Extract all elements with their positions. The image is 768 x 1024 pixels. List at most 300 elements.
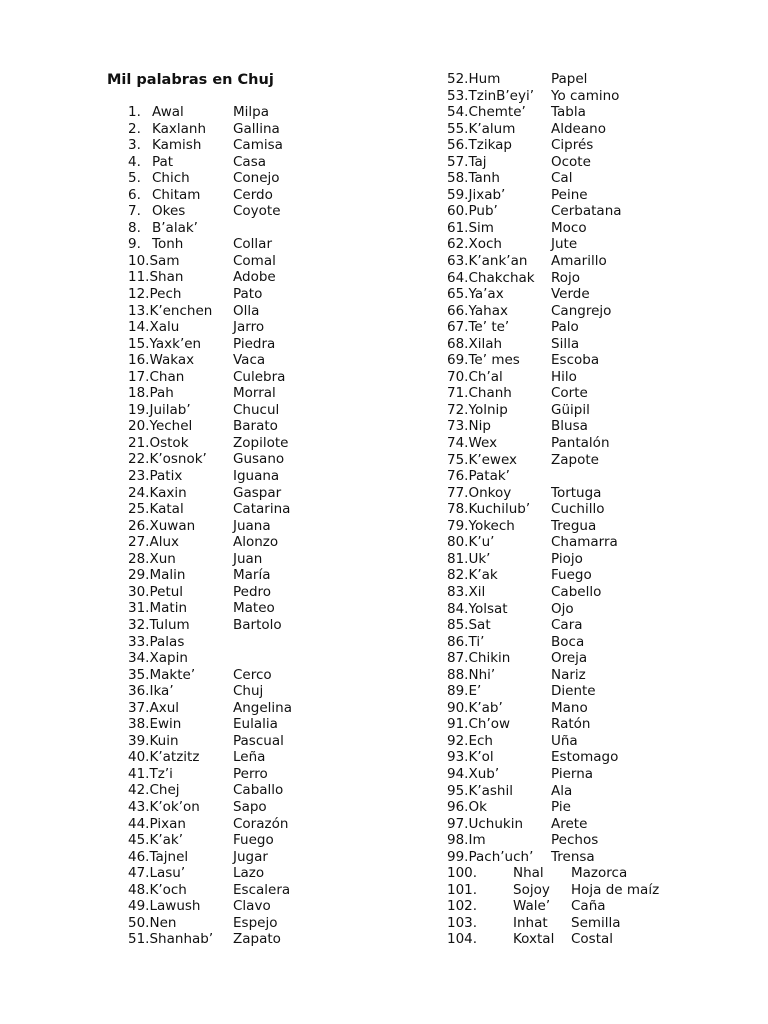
chuj-word: Lasu’ [149,865,186,882]
chuj-word: Kaxin [149,484,187,501]
spanish-translation: Catarina [233,501,291,518]
entry-number: 6. [128,186,141,203]
spanish-translation: Sapo [233,798,267,815]
entry-number: 18. [128,385,150,402]
spanish-translation: Ciprés [551,137,594,154]
entry-number: 92. [447,732,469,749]
chuj-word: Chan [149,368,185,385]
word-entry [0,898,700,915]
entry-number: 10. [128,252,150,269]
chuj-word: Jixab’ [468,186,506,203]
chuj-word: Xalu [149,319,180,336]
chuj-word: Matin [149,600,188,617]
word-entry [0,121,700,138]
word-entry [0,634,700,651]
chuj-word: Lawush [149,898,201,915]
word-entry [0,733,700,750]
chuj-word: Taj [468,153,487,170]
spanish-translation: Verde [551,286,590,303]
chuj-word: Inhat [513,914,548,931]
spanish-translation: Barato [233,418,278,435]
word-entry [0,816,700,833]
chuj-word: K’ab’ [468,699,503,716]
entry-number: 42. [128,782,150,799]
entry-number: 63. [447,253,469,270]
spanish-translation: Amarillo [551,253,607,270]
entry-number: 21. [128,434,150,451]
entry-number: 75. [447,451,469,468]
spanish-translation: Pie [551,799,571,816]
entry-number: 27. [128,534,150,551]
chuj-word: Chanh [468,385,512,402]
chuj-word: Chej [149,782,180,799]
entry-number: 13. [128,302,150,319]
chuj-word: Tonh [152,236,184,253]
word-entry [0,303,700,320]
entry-number: 97. [447,815,469,832]
word-entry [0,187,700,204]
entry-number: 62. [447,236,469,253]
chuj-word: K’och [149,881,187,898]
chuj-word: Patix [149,468,183,485]
entry-number: 33. [128,633,150,650]
spanish-translation: Silla [551,335,580,352]
entry-number: 38. [128,716,150,733]
entry-number: 87. [447,650,469,667]
chuj-word: Chikin [468,650,511,667]
entry-number: 50. [128,914,150,931]
entry-number: 90. [447,699,469,716]
chuj-word: Ch’ow [468,716,511,733]
entry-number: 29. [128,567,150,584]
chuj-word: Kuchilub’ [468,501,531,518]
spanish-translation: Clavo [233,898,271,915]
word-entry [0,882,700,899]
entry-number: 96. [447,799,469,816]
chuj-word: Tzikap [468,137,512,154]
chuj-word: Ti’ [468,633,485,650]
chuj-word: Okes [152,203,186,220]
word-entry [0,385,700,402]
spanish-translation: Caballo [233,782,284,799]
entry-number: 64. [447,269,469,286]
word-entry [0,236,700,253]
entry-number: 45. [128,832,150,849]
spanish-translation: Olla [233,302,260,319]
entry-number: 23. [128,468,150,485]
spanish-translation: Zapato [233,931,281,948]
chuj-word: K’osnok’ [149,451,207,468]
word-entry [0,319,700,336]
word-entry [0,435,700,452]
spanish-translation: Jute [551,236,578,253]
word-entry [0,501,700,518]
entry-number: 79. [447,517,469,534]
spanish-translation: Yo camino [551,87,620,104]
spanish-translation: Mazorca [571,865,628,882]
chuj-word: Xoch [468,236,502,253]
chuj-word: Sam [149,252,180,269]
entry-number: 26. [128,517,150,534]
word-entry [0,270,700,287]
chuj-word: Yolsat [468,600,508,617]
chuj-word: Katal [149,501,184,518]
entry-number: 44. [128,815,150,832]
spanish-translation: Escoba [551,352,600,369]
spanish-translation: Oreja [551,650,588,667]
chuj-word: Ika’ [149,683,174,700]
chuj-word: Yokech [468,517,515,534]
word-entry [0,617,700,634]
entry-number: 83. [447,583,469,600]
spanish-translation: Caña [571,898,606,915]
entry-number: 65. [447,286,469,303]
spanish-translation: Culebra [233,368,286,385]
spanish-translation: Aldeano [551,120,606,137]
entry-number: 100. [447,865,478,882]
chuj-word: Koxtal [513,931,555,948]
entry-number: 59. [447,186,469,203]
spanish-translation: Palo [551,319,579,336]
word-entry [0,700,700,717]
entry-number: 104. [447,931,478,948]
entry-number: 51. [128,931,150,948]
chuj-word: K’u’ [468,534,495,551]
entry-number: 9. [128,236,141,253]
chuj-word: Uk’ [468,550,491,567]
spanish-translation: Bartolo [233,616,282,633]
word-entry [0,137,700,154]
spanish-translation: Semilla [571,914,621,931]
word-entry [0,452,700,469]
spanish-translation: Morral [233,385,276,402]
word-entry [0,336,700,353]
spanish-translation: María [233,567,271,584]
chuj-word: B’alak’ [152,219,198,236]
spanish-translation: Pierna [551,765,594,782]
spanish-translation: Eulalia [233,716,278,733]
word-entry [0,832,700,849]
spanish-translation: Espejo [233,914,278,931]
entry-number: 41. [128,765,150,782]
chuj-word: Chakchak [468,269,535,286]
spanish-translation: Corazón [233,815,289,832]
spanish-translation: Adobe [233,269,276,286]
chuj-word: Wakax [149,352,195,369]
entry-number: 99. [447,848,469,865]
spanish-translation: Hoja de maíz [571,881,660,898]
entry-number: 94. [447,765,469,782]
entry-number: 46. [128,848,150,865]
entry-number: 101. [447,881,478,898]
word-entry [0,683,700,700]
entry-number: 35. [128,666,150,683]
entry-number: 78. [447,501,469,518]
word-entry [0,865,700,882]
spanish-translation: Zapote [551,451,599,468]
chuj-word: Yaxk’en [149,335,202,352]
chuj-word: Sojoy [513,881,550,898]
spanish-translation: Gaspar [233,484,282,501]
spanish-translation: Cal [551,170,573,187]
chuj-word: Chich [152,170,190,187]
word-entry [0,104,700,121]
chuj-word: Sat [468,617,491,634]
chuj-word: Uchukin [468,815,524,832]
spanish-translation: Blusa [551,418,588,435]
entry-number: 60. [447,203,469,220]
spanish-translation: Peine [551,186,588,203]
chuj-word: Pach’uch’ [468,848,534,865]
word-entry [0,783,700,800]
chuj-word: Awal [152,104,184,120]
entry-number: 1. [128,104,141,120]
chuj-word: Ok [468,799,487,816]
entry-number: 98. [447,832,469,849]
word-entry [0,71,700,88]
entry-number: 32. [128,616,150,633]
entry-number: 102. [447,898,478,915]
entry-number: 31. [128,600,150,617]
chuj-word: Chemte’ [468,104,526,121]
spanish-translation: Mateo [233,600,275,617]
spanish-translation: Vaca [233,352,266,369]
entry-number: 73. [447,418,469,435]
word-entry [0,766,700,783]
spanish-translation: Fuego [551,567,592,584]
entry-number: 68. [447,335,469,352]
entry-number: 77. [447,484,469,501]
chuj-word: Shanhab’ [149,931,214,948]
spanish-translation: Milpa [233,104,269,120]
spanish-translation: Cara [551,617,583,634]
entry-number: 76. [447,468,469,485]
word-entry [0,286,700,303]
spanish-translation: Güipil [551,401,590,418]
chuj-word: Xun [149,550,176,567]
word-entry [0,203,700,220]
chuj-word: Pub’ [468,203,498,220]
chuj-word: K’atzitz [149,749,200,766]
spanish-translation: Costal [571,931,614,948]
chuj-word: Makte’ [149,666,196,683]
word-entry [0,352,700,369]
entry-number: 20. [128,418,150,435]
chuj-word: Nhi’ [468,666,496,683]
entry-number: 16. [128,352,150,369]
chuj-word: Alux [149,534,180,551]
spanish-translation: Trensa [551,848,595,865]
chuj-word: Xuwan [149,517,196,534]
spanish-translation: Moco [551,219,587,236]
spanish-translation: Pascual [233,732,284,749]
word-entry [0,418,700,435]
chuj-word: Wale’ [513,898,551,915]
entry-number: 28. [128,550,150,567]
entry-number: 58. [447,170,469,187]
spanish-translation: Piedra [233,335,276,352]
spanish-translation: Nariz [551,666,586,683]
entry-number: 84. [447,600,469,617]
chuj-word: Patak’ [468,468,510,485]
chuj-word: Tanh [468,170,500,187]
spanish-translation: Papel [551,71,588,87]
word-entry [0,369,700,386]
chuj-word: Xub’ [468,765,500,782]
spanish-translation: Cerdo [233,186,273,203]
word-entry [0,551,700,568]
entry-number: 37. [128,699,150,716]
chuj-word: K’enchen [149,302,213,319]
chuj-word: Xapin [149,650,188,667]
spanish-translation: Rojo [551,269,581,286]
spanish-translation: Cangrejo [551,302,612,319]
chuj-word: Petul [149,583,184,600]
chuj-word: Shan [149,269,184,286]
chuj-word: Ewin [149,716,182,733]
chuj-word: Yahax [468,302,508,319]
word-entry [0,667,700,684]
entry-number: 34. [128,650,150,667]
entry-number: 72. [447,401,469,418]
spanish-translation: Casa [233,153,267,170]
entry-number: 52. [447,71,469,87]
spanish-translation: Chuj [233,683,264,700]
entry-number: 53. [447,87,469,104]
entry-number: 69. [447,352,469,369]
chuj-word: Pat [152,153,174,170]
word-entry [0,402,700,419]
chuj-word: Yechel [149,418,193,435]
chuj-word: Nhal [513,865,544,882]
entry-number: 86. [447,633,469,650]
entry-number: 3. [128,137,141,154]
spanish-translation: Lazo [233,865,265,882]
spanish-translation: Tortuga [551,484,602,501]
chuj-word: Tz’i [149,765,173,782]
spanish-translation: Arete [551,815,588,832]
chuj-word: Ya’ax [468,286,504,303]
entry-number: 43. [128,798,150,815]
spanish-translation: Corte [551,385,588,402]
chuj-word: Kaxlanh [152,120,207,137]
entry-number: 22. [128,451,150,468]
word-entry [0,518,700,535]
chuj-word: K’alum [468,120,516,137]
spanish-translation: Juan [233,550,263,567]
spanish-translation: Escalera [233,881,291,898]
word-entry [0,220,700,237]
entry-number: 48. [128,881,150,898]
entry-number: 15. [128,335,150,352]
chuj-word: Pah [149,385,174,402]
spanish-translation: Boca [551,633,585,650]
entry-number: 40. [128,749,150,766]
chuj-word: K’ewex [468,451,518,468]
word-entry [0,485,700,502]
chuj-word: K’ak [468,567,498,584]
entry-number: 103. [447,914,478,931]
entry-number: 30. [128,583,150,600]
chuj-word: Tulum [149,616,190,633]
spanish-translation: Ocote [551,153,591,170]
chuj-word: Tajnel [149,848,189,865]
chuj-word: Onkoy [468,484,512,501]
chuj-word: Sim [468,219,494,236]
chuj-word: K’ok’on [149,798,200,815]
entry-number: 71. [447,385,469,402]
entry-number: 56. [447,137,469,154]
word-entry [0,534,700,551]
spanish-translation: Ala [551,782,573,799]
spanish-translation: Ojo [551,600,574,617]
word-entry [0,567,700,584]
chuj-word: Ostok [149,434,189,451]
spanish-translation: Fuego [233,832,274,849]
entry-number: 39. [128,732,150,749]
spanish-translation: Alonzo [233,534,279,551]
spanish-translation: Collar [233,236,273,253]
spanish-translation: Pechos [551,832,599,849]
entry-number: 55. [447,120,469,137]
spanish-translation: Pato [233,286,263,303]
chuj-word: Juilab’ [149,401,191,418]
spanish-translation: Diente [551,683,596,700]
spanish-translation: Jugar [233,848,268,865]
word-entry [0,601,700,618]
chuj-word: Hum [468,71,501,87]
chuj-word: K’ank’an [468,253,528,270]
spanish-translation: Mano [551,699,588,716]
word-entry [0,749,700,766]
chuj-word: Yolnip [468,401,508,418]
entry-number: 47. [128,865,150,882]
entry-number: 7. [128,203,141,220]
spanish-translation: Cabello [551,583,602,600]
chuj-word: Kuin [149,732,179,749]
entry-number: 70. [447,368,469,385]
spanish-translation: Ratón [551,716,591,733]
entry-number: 25. [128,501,150,518]
word-entry [0,799,700,816]
entry-number: 36. [128,683,150,700]
word-entry [0,849,700,866]
spanish-translation: Comal [233,252,276,269]
chuj-word: Wex [468,435,498,452]
word-entry [0,584,700,601]
chuj-word: Te’ mes [468,352,520,369]
spanish-translation: Uña [551,732,578,749]
spanish-translation: Leña [233,749,266,766]
entry-number: 91. [447,716,469,733]
entry-number: 67. [447,319,469,336]
word-entry [0,650,700,667]
chuj-word: Ech [468,732,493,749]
spanish-translation: Cuchillo [551,501,605,518]
spanish-translation: Cerbatana [551,203,622,220]
entry-number: 88. [447,666,469,683]
word-entry [0,931,700,948]
spanish-translation: Pantalón [551,435,610,452]
chuj-word: Im [468,832,486,849]
spanish-translation: Jarro [233,319,265,336]
spanish-translation: Piojo [551,550,583,567]
chuj-word: Chitam [152,186,201,203]
entry-number: 49. [128,898,150,915]
spanish-translation: Tabla [551,104,586,121]
spanish-translation: Gallina [233,120,280,137]
document-title: Mil palabras en Chuj [107,72,274,88]
